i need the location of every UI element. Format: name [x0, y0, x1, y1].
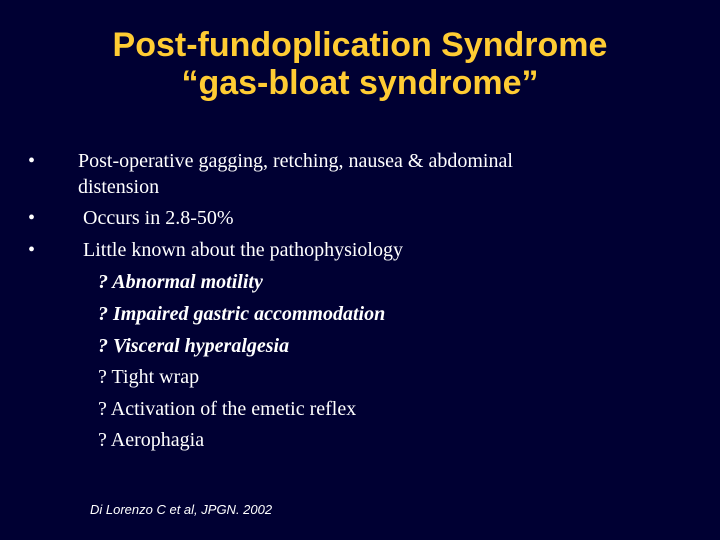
bullet-3-text: Little known about the pathophysiology: [83, 239, 403, 261]
title-line-2: “gas-bloat syndrome”: [181, 64, 539, 102]
bullet-1-line-2: distension: [78, 176, 160, 198]
sub-item-abnormal-motility: ? Abnormal motility: [98, 271, 263, 293]
bullet-1-line-1: Post-operative gagging, retching, nausea & abdominal: [78, 150, 513, 172]
bullet-marker: •: [28, 207, 36, 229]
sub-item-tight-wrap: ? Tight wrap: [98, 366, 200, 388]
sub-item-emetic-reflex: ? Activation of the emetic reflex: [98, 398, 357, 420]
sub-item-visceral-hyperalgesia: ? Visceral hyperalgesia: [98, 335, 290, 357]
slide-title: [0, 26, 720, 102]
sub-item-impaired-gastric-accommodation: ? Impaired gastric accommodation: [98, 303, 386, 325]
title-line-1: Post-fundoplication Syndrome: [112, 26, 608, 64]
bullet-marker: •: [28, 150, 36, 172]
citation: Di Lorenzo C et al, JPGN. 2002: [90, 502, 273, 517]
bullet-2-text: Occurs in 2.8-50%: [83, 207, 234, 229]
sub-item-aerophagia: ? Aerophagia: [98, 429, 205, 451]
bullet-marker: •: [28, 239, 36, 261]
